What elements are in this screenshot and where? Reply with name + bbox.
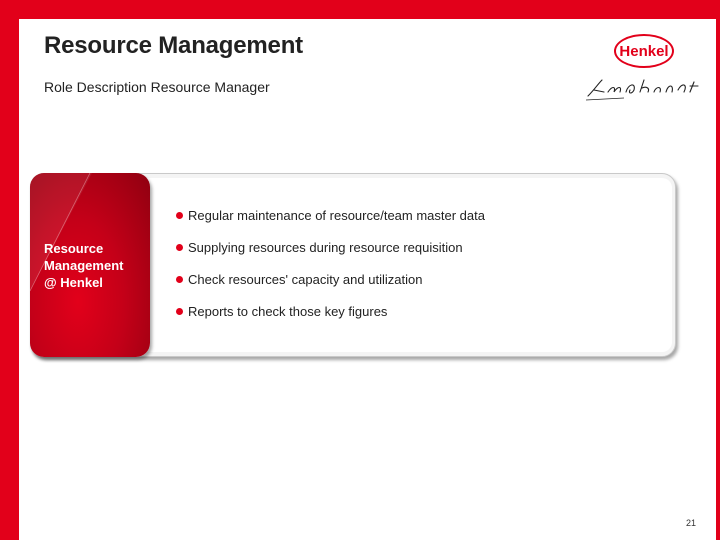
bullet-text: Supplying resources during resource requisition <box>188 240 463 255</box>
henkel-logo-oval: Henkel <box>614 34 674 68</box>
bullet-text: Check resources' capacity and utilization <box>188 272 423 287</box>
page-number: 21 <box>686 518 697 528</box>
slide-title: Resource Management <box>44 32 303 59</box>
henkel-logo <box>584 30 704 105</box>
card-label: Resource Management @ Henkel <box>44 241 124 290</box>
bullet-item <box>176 303 485 335</box>
bullet-text: Regular maintenance of resource/team master data <box>188 208 485 223</box>
bullet-text: Reports to check those key figures <box>188 304 388 319</box>
bullet-item <box>176 271 485 303</box>
bullet-dot-icon <box>176 276 183 283</box>
bullet-dot-icon <box>176 244 183 251</box>
right-red-bar <box>716 0 720 540</box>
left-red-bar <box>0 0 19 540</box>
slide-subtitle: Role Description Resource Manager <box>44 79 270 95</box>
bullet-list <box>176 207 485 335</box>
tagline-signature-icon <box>584 70 704 104</box>
top-red-bar <box>0 0 720 19</box>
bullet-dot-icon <box>176 212 183 219</box>
bullet-dot-icon <box>176 308 183 315</box>
bullet-item <box>176 207 485 239</box>
bullet-item <box>176 239 485 271</box>
